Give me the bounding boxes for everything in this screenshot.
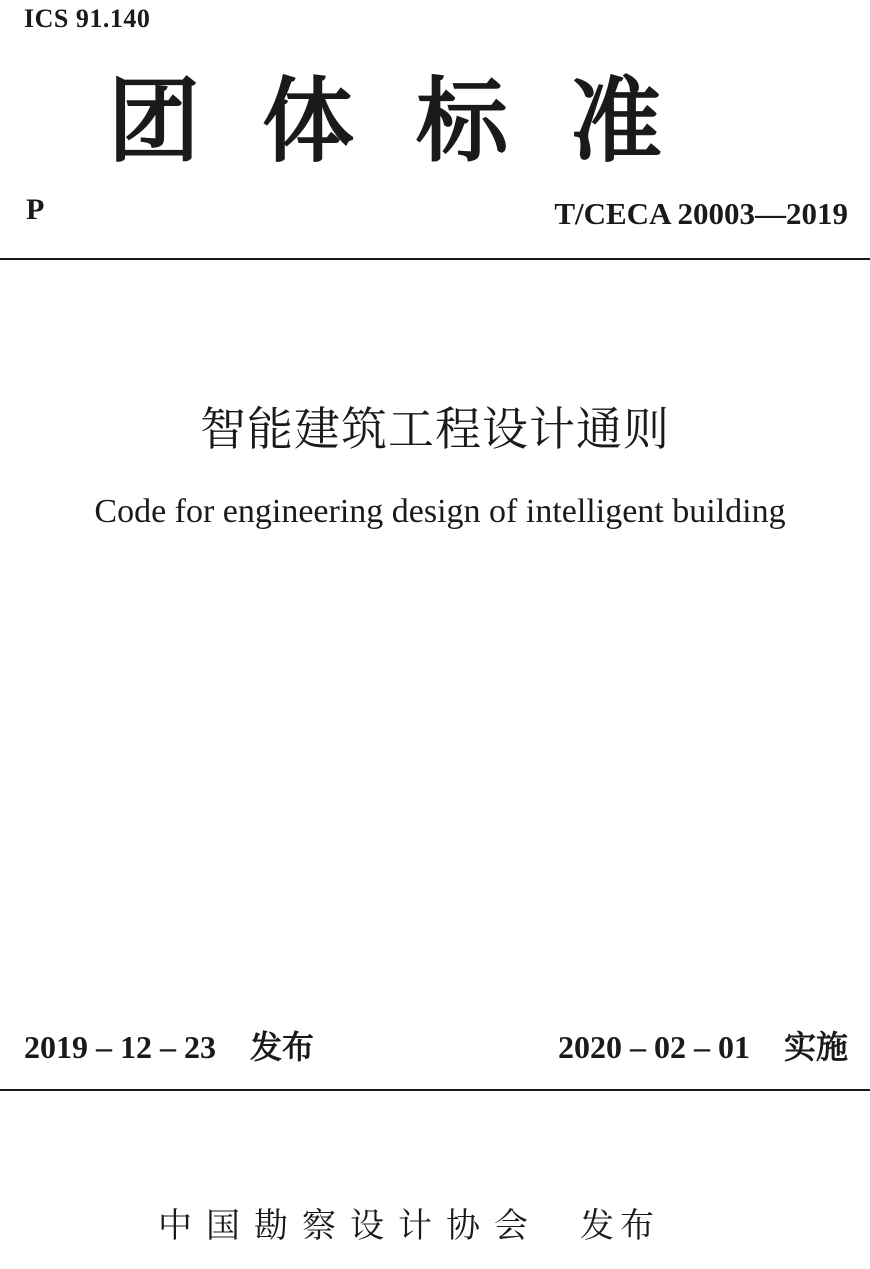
publisher-action: 发布 (580, 1206, 660, 1246)
issue-date-block (24, 1022, 314, 1068)
category-code: P (26, 193, 45, 226)
standard-number: T/CECA 20003—2019 (554, 196, 848, 231)
issue-date: 2019 – 12 – 23 (24, 1029, 216, 1065)
footer-divider (0, 1089, 870, 1091)
title-chinese: 智能建筑工程设计通则 (200, 402, 670, 456)
ics-code: ICS 91.140 (24, 4, 151, 33)
standard-type-heading: 团体标准 (108, 68, 725, 175)
publisher-line (158, 1198, 660, 1247)
implementation-date: 2020 – 02 – 01 (557, 1029, 750, 1065)
issue-label: 发布 (250, 1028, 315, 1066)
implementation-label: 实施 (783, 1028, 848, 1066)
implementation-date-block (558, 1022, 848, 1068)
title-english: Code for engineering design of intelligent building (94, 493, 786, 530)
publisher-name: 中国勘察设计协会 (158, 1206, 542, 1246)
header-divider (0, 258, 870, 260)
